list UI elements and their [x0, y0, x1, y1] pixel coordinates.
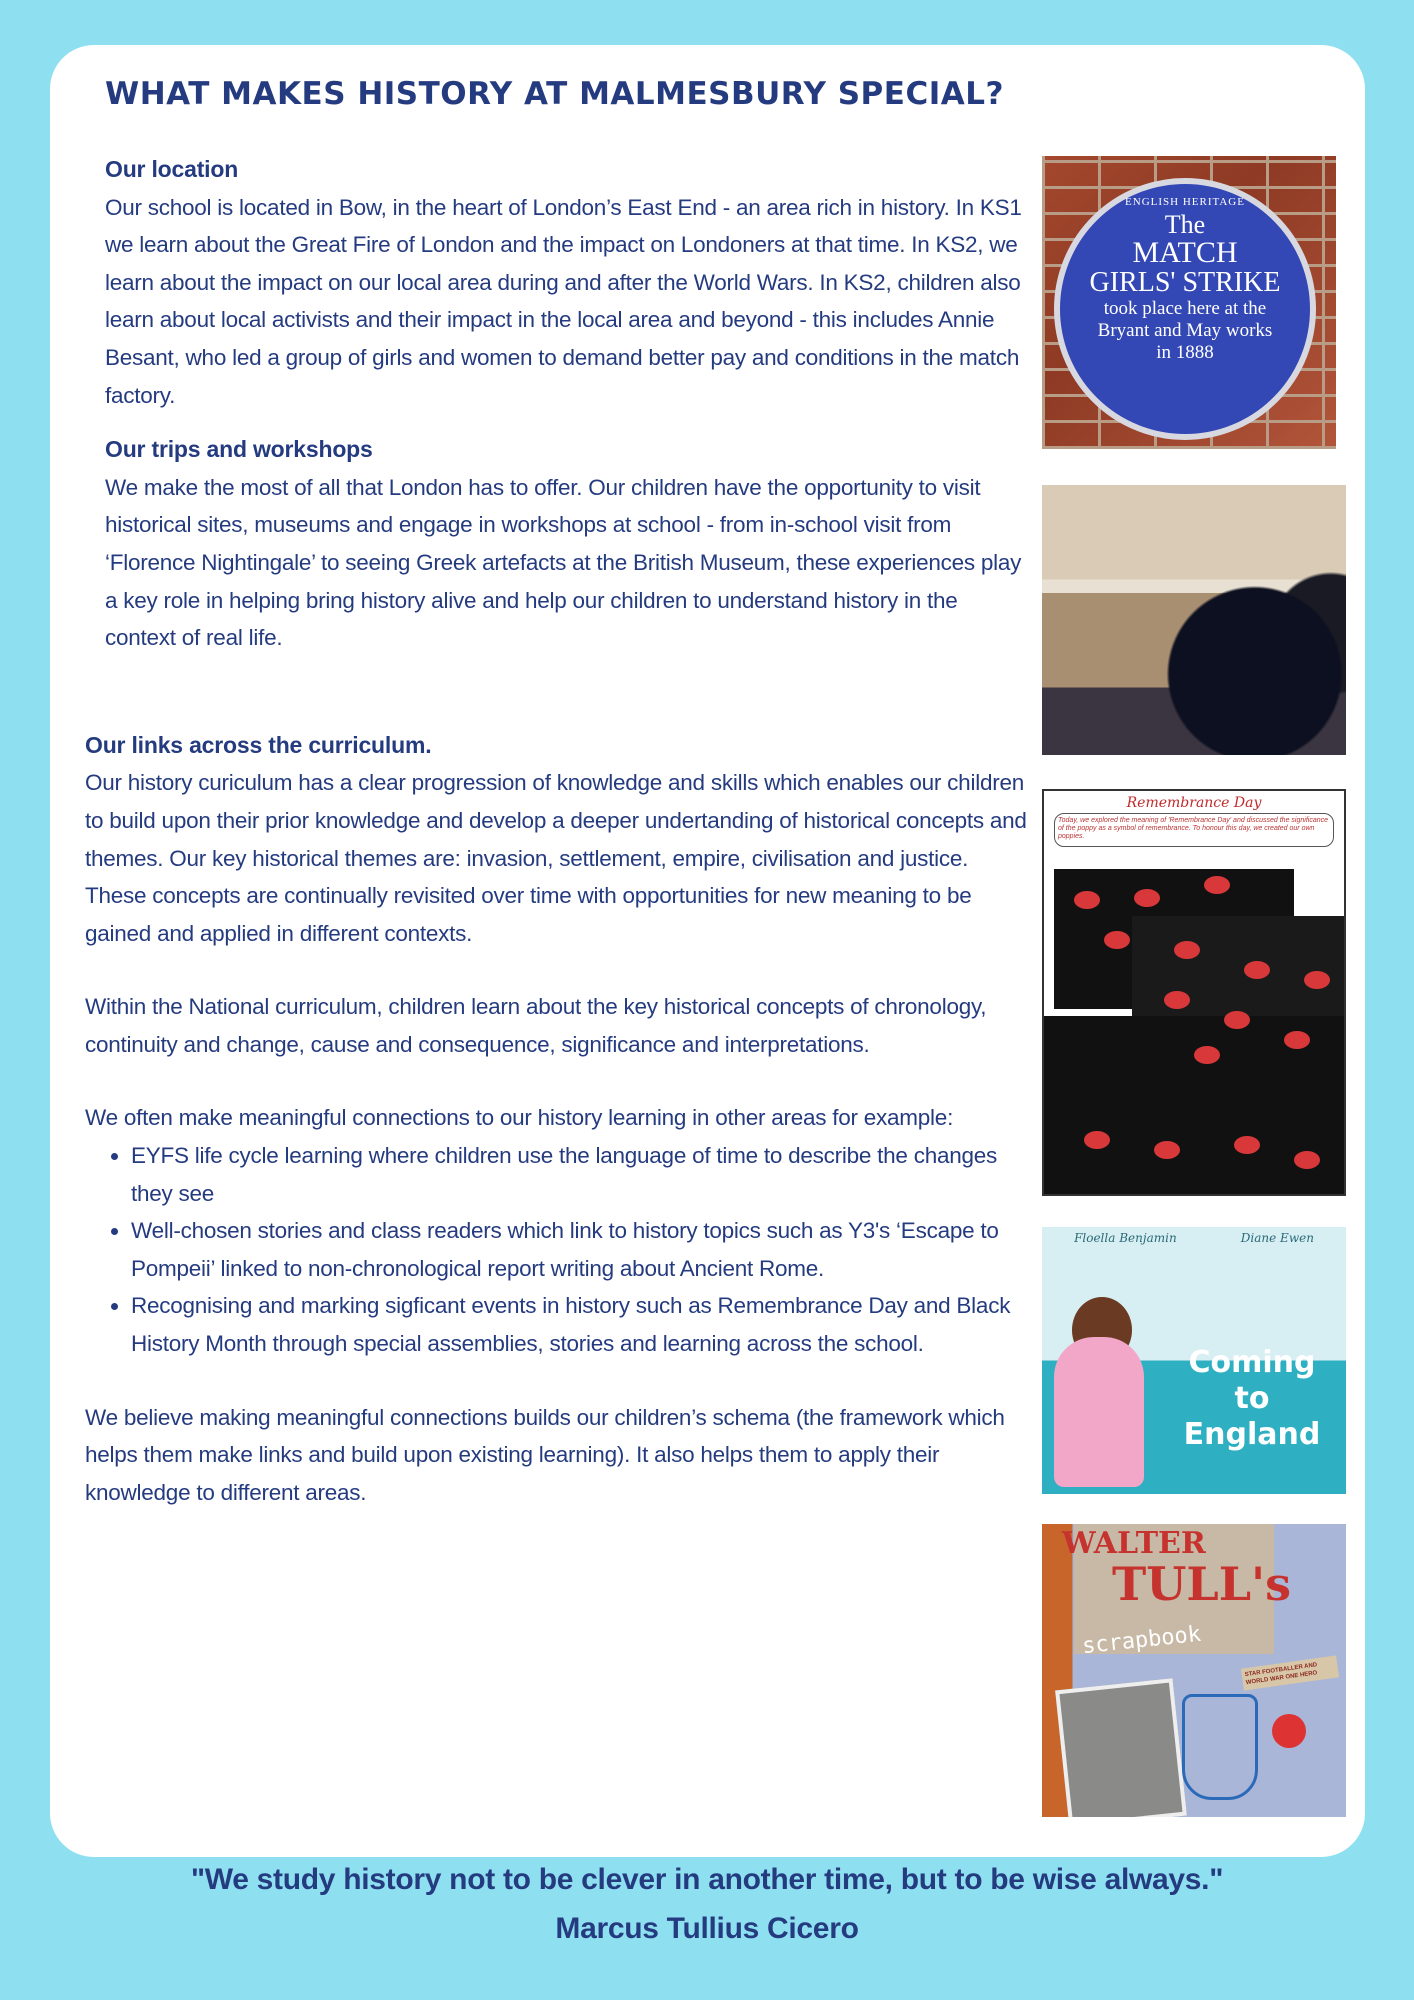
walter-tull-scrapbook-cover	[1042, 1524, 1346, 1817]
book-title-line: WALTER	[1062, 1526, 1206, 1561]
location-heading: Our location	[105, 156, 239, 182]
location-text: Our school is located in Bow, in the heart of London’s East End - an area rich in history. In KS1 we learn about the Great Fire of London and the impact on Londoners at that time. In KS2, we learn about the impact on our local area during and after the World Wars. In KS2, children also learn about local activists and their impact in the local area and beyond - this includes Annie Besant, who led a group of girls and women to demand better pay and conditions in the match factory.	[105, 194, 1022, 408]
list-item: • EYFS life cycle learning where children use the language of time to describe the changes they see	[131, 1137, 1031, 1212]
curriculum-paragraph-1: Our history curiculum has a clear progression of knowledge and skills which enables our children to build upon their prior knowledge and develop a deeper undertanding of historical concepts and themes. Our key historical themes are: invasion, settlement, empire, civilisation and justice. These concepts are continually revisited over time with opportunities for new meaning to be gained and applied in different contexts.	[85, 770, 1027, 946]
plaque-line: in 1888	[1156, 342, 1214, 363]
book-tag: STAR FOOTBALLER AND WORLD WAR ONE HERO	[1241, 1655, 1339, 1690]
text-column	[85, 151, 1030, 1511]
remembrance-heading: Remembrance Day	[1126, 795, 1262, 811]
plaque-line: MATCH	[1132, 236, 1238, 269]
poppy-icon	[1272, 1714, 1306, 1748]
coming-to-england-book-cover	[1042, 1227, 1346, 1494]
remembrance-poppies-image	[1042, 789, 1346, 1196]
curriculum-bullet-list	[85, 1137, 1031, 1363]
book-title: Coming to England	[1183, 1345, 1321, 1452]
quote-author: Marcus Tullius Cicero	[555, 1912, 859, 1945]
page-title: WHAT MAKES HISTORY AT MALMESBURY SPECIAL?	[105, 76, 1004, 112]
trips-heading: Our trips and workshops	[105, 436, 373, 463]
book-illustrator: Diane Ewen	[1240, 1231, 1314, 1245]
plaque-line: GIRLS' STRIKE	[1089, 267, 1281, 298]
curriculum-heading: Our links across the curriculum.	[85, 731, 432, 758]
plaque-line: Bryant and May works	[1097, 320, 1273, 341]
list-item: • Recognising and marking sigficant events in history such as Remembrance Day and Black History Month through special assemblies, stories and learning across the school.	[131, 1287, 1031, 1362]
curriculum-paragraph-2: Within the National curriculum, children learn about the key historical concepts of chronology, continuity and change, cause and consequence, significance and interpretations.	[85, 994, 987, 1057]
trips-text: We make the most of all that London has to offer. Our children have the opportunity to visit historical sites, museums and engage in workshops at school - from in-school visit from ‘Florence Nightingale’ to seeing Greek artefacts at the British Museum, these experiences play a key role in helping bring history alive and help our children to understand history in the context of real life.	[105, 474, 1022, 651]
match-girls-plaque-image	[1042, 156, 1336, 449]
blue-plaque	[1054, 178, 1316, 440]
plaque-org: ENGLISH HERITAGE	[1125, 196, 1245, 208]
book-title-line: TULL's	[1112, 1557, 1292, 1611]
remembrance-note: Today, we explored the meaning of 'Remembrance Day' and discussed the significance of the poppy as a symbol of remembrance. To honour this day, we created our own poppies.	[1054, 813, 1334, 847]
quote-text: "We study history not to be clever in another time, but to be wise always."	[190, 1863, 1224, 1896]
book-title-line: scrapbook	[1080, 1621, 1203, 1660]
curriculum-paragraph-3: We often make meaningful connections to our history learning in other areas for example:	[85, 1105, 954, 1131]
list-item: • Well-chosen stories and class readers which link to history topics such as Y3's ‘Escape to Pompeii’ linked to non-chronological report writing about Ancient Rome.	[131, 1212, 1031, 1287]
book-author: Floella Benjamin	[1074, 1231, 1177, 1245]
plaque-line: The	[1164, 210, 1206, 239]
curriculum-paragraph-4: We believe making meaningful connections builds our children’s schema (the framework which helps them make links and build upon existing learning). It also helps them to apply their knowledge to different areas.	[85, 1404, 1005, 1505]
british-museum-photo	[1042, 485, 1346, 755]
plaque-line: took place here at the	[1103, 298, 1267, 319]
